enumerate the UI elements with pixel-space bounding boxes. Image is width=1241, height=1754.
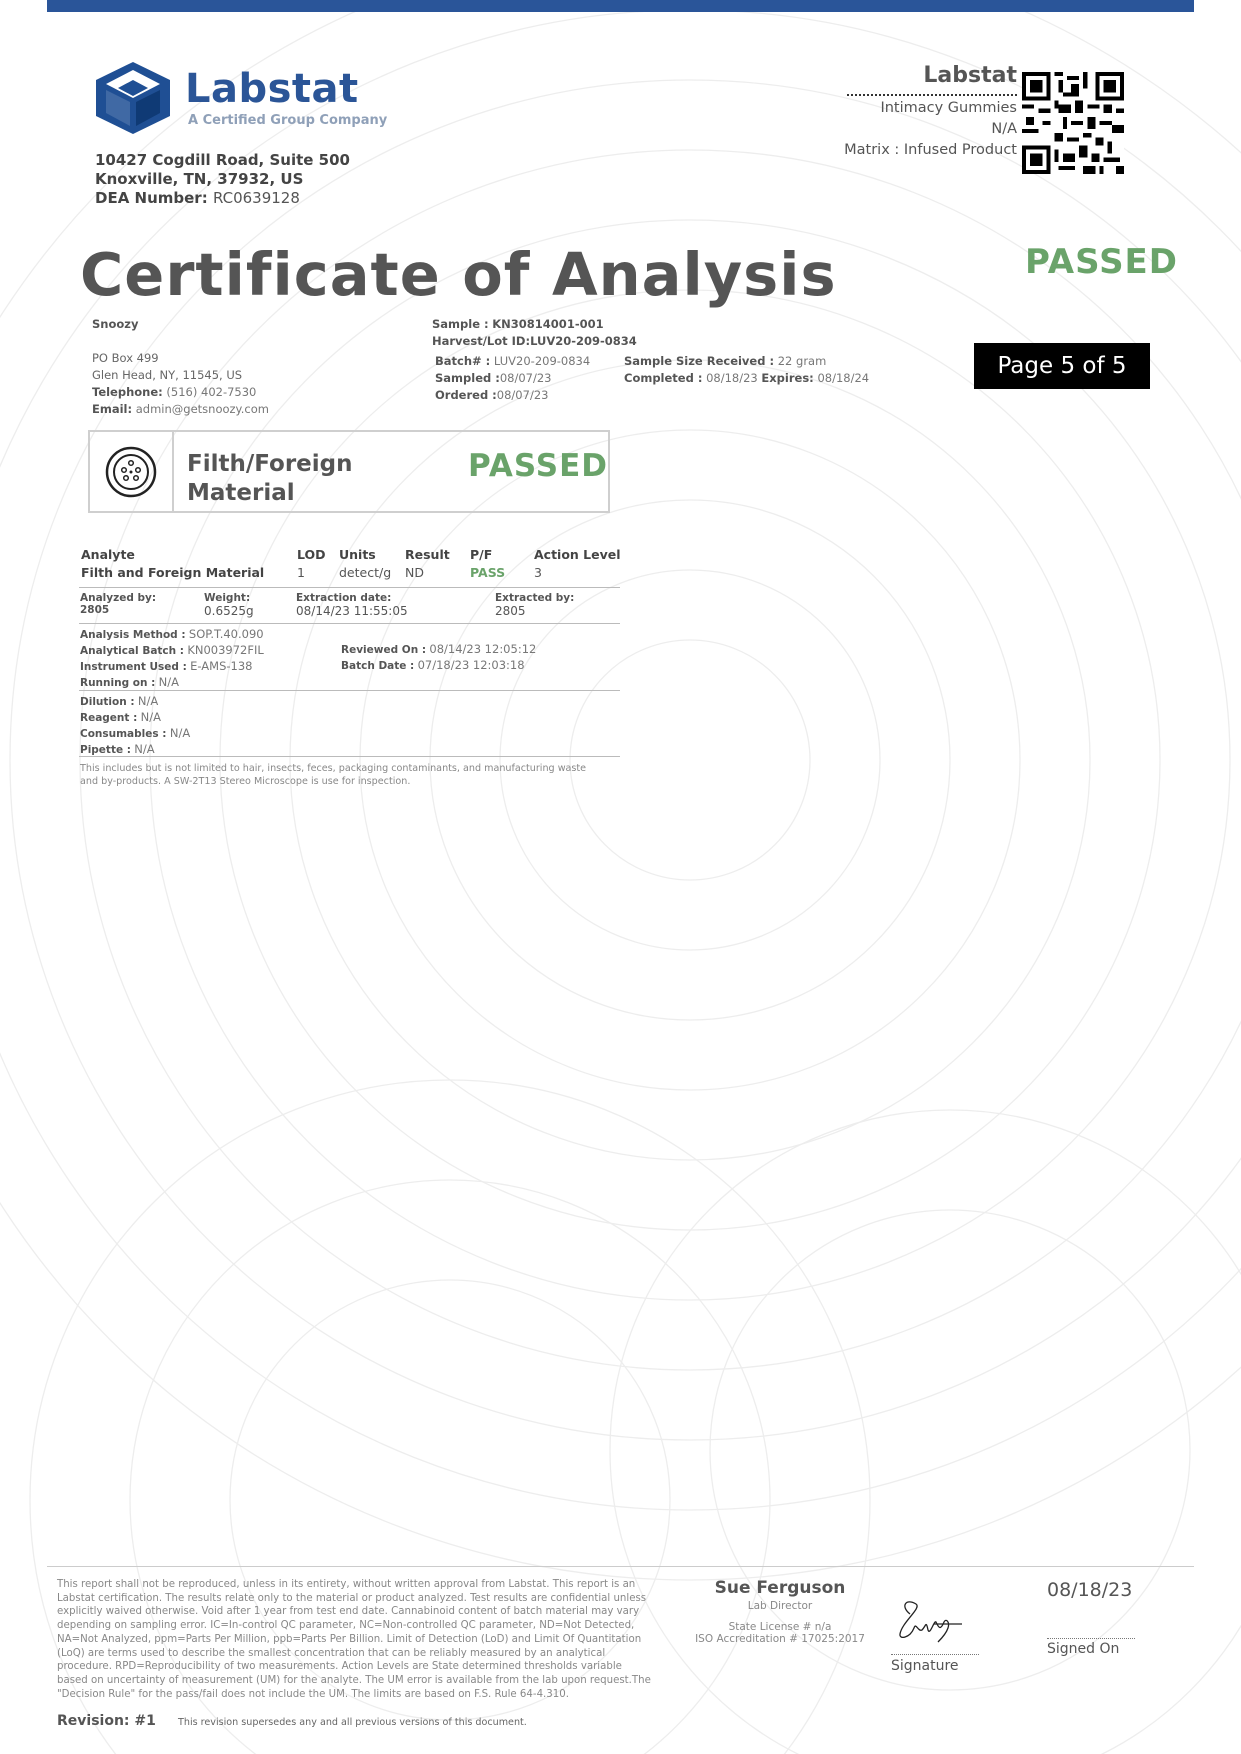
col-pf: P/F: [470, 547, 493, 562]
client-name: Snoozy: [92, 317, 139, 331]
page-indicator: Page 5 of 5: [974, 343, 1150, 389]
lab-name: Labstat: [923, 63, 1017, 88]
section-icon-cell: [90, 432, 174, 511]
batch-date-value: 07/18/23 12:03:18: [417, 658, 525, 672]
extraction-date-value: 08/14/23 11:55:05: [296, 604, 408, 618]
extracted-by-value: 2805: [495, 604, 526, 618]
cell-result: ND: [405, 565, 424, 580]
state-license: State License # n/a: [728, 1621, 832, 1633]
consumables-label: Consumables :: [80, 728, 167, 740]
top-accent-bar: [47, 0, 1194, 12]
client-info: [92, 316, 269, 418]
microscope-slide-icon: [104, 445, 158, 499]
note-line-2: and by-products. A SW-2T13 Stereo Microscope is use for inspection.: [80, 776, 411, 787]
email-label: Email:: [92, 402, 133, 416]
dea-label: DEA Number:: [95, 189, 208, 207]
client-telephone: [92, 384, 269, 401]
iso-accreditation: ISO Accreditation # 17025:2017: [695, 1633, 865, 1645]
disclaimer-line: explicitly waived otherwise. Void after 1 year from test end date. Cannabinoid content of batch material may vary: [57, 1606, 640, 1618]
section-title: [187, 450, 353, 508]
brand-tagline: A Certified Group Company: [188, 113, 388, 128]
batch-value: LUV20-209-0834: [493, 354, 591, 368]
col-result: Result: [405, 547, 450, 562]
dea-value: RC0639128: [212, 189, 300, 207]
dotted-divider: [847, 94, 1017, 96]
col-analyte: Analyte: [81, 547, 135, 562]
col-lod: LOD: [297, 547, 326, 562]
disclaimer-line: based on uncertainty of measurement (UM) for the analyte. The UM error is available from the lab upon request.The: [57, 1674, 651, 1686]
size-value: 22 gram: [777, 354, 827, 368]
analyzed-by-label: Analyzed by:: [80, 592, 157, 604]
extraction-date-label: Extraction date:: [296, 592, 392, 604]
instrument-value: E-AMS-138: [190, 659, 253, 673]
reagent-label: Reagent :: [80, 712, 138, 724]
divider: [79, 623, 620, 624]
col-action-level: Action Level: [534, 547, 621, 562]
col-units: Units: [339, 547, 376, 562]
completed-label: Completed :: [624, 371, 703, 385]
expires-value: 08/18/24: [817, 371, 870, 385]
qr-code-icon[interactable]: [1022, 72, 1124, 174]
sample-id: KN30814001-001: [492, 317, 604, 331]
extraction-date: [296, 592, 408, 618]
sampled-label: Sampled :: [435, 371, 500, 385]
review-block: [341, 642, 536, 674]
telephone-label: Telephone:: [92, 385, 163, 399]
cell-action-level: 3: [534, 565, 542, 580]
cell-analyte: Filth and Foreign Material: [81, 565, 265, 580]
reviewed-value: 08/14/23 12:05:12: [429, 642, 537, 656]
consumables-block: [80, 694, 190, 758]
sampled-value: 08/07/23: [499, 371, 552, 385]
email-value: admin@getsnoozy.com: [135, 402, 269, 416]
section-header-box: [88, 430, 610, 513]
address-line-2: Knoxville, TN, 37932, US: [95, 170, 304, 188]
lab-address: [95, 151, 350, 208]
analysis-meta: [80, 592, 620, 622]
pipette-value: N/A: [134, 742, 155, 756]
disclaimer-line: "Decision Rule" for the pass/fail does not include the UM. The limits are based on F.S. Rule 64-4.310.: [57, 1688, 569, 1700]
analyzed-by: [80, 592, 156, 616]
ordered-label: Ordered :: [435, 388, 497, 402]
sample-dates-left: [435, 353, 590, 404]
pipette-label: Pipette :: [80, 744, 131, 756]
divider: [79, 587, 620, 588]
disclaimer-line: This report shall not be reproduced, unless in its entirety, without written approval from Labstat. This report is an: [57, 1579, 636, 1590]
disclaimer: [57, 1578, 677, 1701]
disclaimer-line: NA=Not Analyzed, ppm=Parts Per Million, ppb=Parts Per Billion. Limit of Detection (LoD) and Limit Of Quantitation: [57, 1633, 642, 1645]
footer-divider: [47, 1566, 1194, 1567]
harvest-label: Harvest/Lot ID:: [432, 334, 531, 348]
signed-date: 08/18/23: [1047, 1579, 1133, 1601]
batch-label: Batch# :: [435, 354, 491, 368]
signed-on-label: Signed On: [1047, 1641, 1120, 1657]
signer-title: Lab Director: [747, 1600, 813, 1612]
product-strain: N/A: [991, 121, 1017, 137]
dea-number: [95, 189, 350, 208]
method-note: [80, 762, 586, 788]
method-block: [80, 627, 264, 691]
cell-pf: PASS: [470, 565, 506, 580]
table-row: [81, 565, 621, 583]
labstat-logo-icon: [94, 60, 172, 136]
reagent-value: N/A: [140, 710, 161, 724]
sample-dates-right: [624, 353, 869, 387]
method-value: SOP.T.40.090: [188, 627, 264, 641]
divider: [79, 756, 620, 757]
running-label: Running on :: [80, 677, 156, 689]
signature-label: Signature: [891, 1658, 959, 1674]
size-label: Sample Size Received :: [624, 354, 775, 368]
address-line-1: 10427 Cogdill Road, Suite 500: [95, 151, 350, 169]
sample-info: [432, 316, 637, 350]
client-email: [92, 401, 269, 418]
disclaimer-line: procedure. RPD=Reproducibility of two measurements. Action Levels are State determined thresholds variable: [57, 1661, 622, 1673]
consumables-value: N/A: [169, 726, 191, 740]
client-address-1: PO Box 499: [92, 351, 159, 365]
analyzed-by-value: 2805: [80, 604, 110, 616]
cell-units: detect/g: [339, 565, 392, 580]
extracted-by: [495, 592, 574, 618]
weight: [204, 592, 254, 618]
analytical-batch-value: KN003972FIL: [187, 643, 264, 657]
divider: [79, 690, 620, 691]
note-line-1: This includes but is not limited to hair, insects, feces, packaging contaminants, and manufacturing waste: [80, 763, 587, 774]
analytical-batch-label: Analytical Batch :: [80, 645, 184, 657]
sample-label: Sample :: [432, 317, 489, 331]
batch-date-label: Batch Date :: [341, 660, 415, 672]
product-matrix: Matrix : Infused Product: [844, 142, 1017, 158]
dilution-label: Dilution :: [80, 696, 135, 708]
overall-status-badge: PASSED: [1025, 242, 1179, 282]
disclaimer-line: (LoQ) are terms used to describe the smallest concentration that can be reliably measured by an analytical: [57, 1647, 606, 1659]
signer-block: [680, 1578, 880, 1645]
client-address-2: Glen Head, NY, 11545, US: [92, 368, 243, 382]
section-title-line-1: Filth/Foreign: [187, 451, 353, 477]
extracted-by-label: Extracted by:: [495, 592, 575, 604]
revision-note: This revision supersedes any and all previous versions of this document.: [178, 1717, 527, 1728]
dilution-value: N/A: [137, 694, 159, 708]
ordered-value: 08/07/23: [496, 388, 549, 402]
product-header: [844, 63, 1017, 161]
telephone-value: (516) 402-7530: [166, 385, 257, 399]
revision: Revision: #1: [57, 1713, 156, 1729]
instrument-label: Instrument Used :: [80, 661, 187, 673]
disclaimer-line: depending on sampling error. IC=In-control QC parameter, NC=Non-controlled QC parameter, ND=Not Detected,: [57, 1620, 635, 1632]
harvest-id: LUV20-209-0834: [530, 334, 637, 348]
completed-value: 08/18/23: [706, 371, 758, 385]
running-value: N/A: [158, 675, 180, 689]
reviewed-label: Reviewed On :: [341, 644, 427, 656]
method-label: Analysis Method :: [80, 629, 186, 641]
signer-name: Sue Ferguson: [714, 1578, 846, 1598]
page-title: Certificate of Analysis: [80, 240, 837, 309]
product-name: Intimacy Gummies: [880, 100, 1017, 116]
disclaimer-line: Labstat certification. The results relate only to the material or product analyzed. Test results are confidential unless: [57, 1592, 647, 1604]
signature-line: [891, 1654, 979, 1655]
brand-name: Labstat: [185, 66, 359, 112]
section-status: PASSED: [468, 448, 609, 484]
weight-value: 0.6525g: [204, 604, 254, 618]
weight-label: Weight:: [204, 592, 251, 604]
cell-lod: 1: [297, 565, 305, 580]
signature-image: [890, 1592, 970, 1644]
table-header: [81, 547, 621, 565]
signed-on-line: [1047, 1638, 1135, 1639]
expires-label: Expires:: [761, 371, 814, 385]
section-title-line-2: Material: [187, 480, 295, 506]
